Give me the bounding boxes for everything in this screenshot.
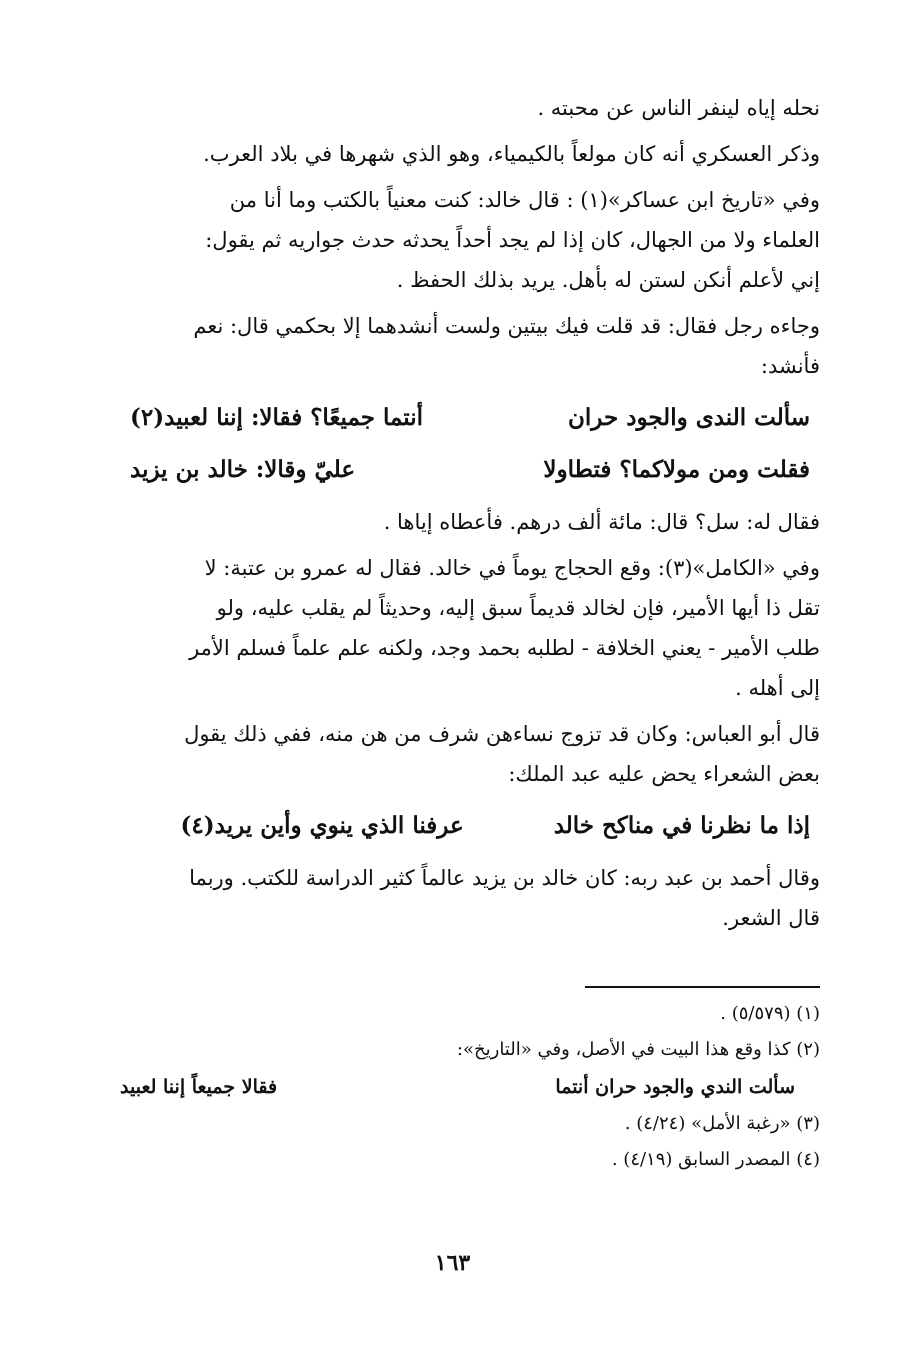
text-line: وجاءه رجل فقال: قد قلت فيك بيتين ولست أنشدهما إلا بحكمي قال: نعم <box>193 314 820 338</box>
text-line: وذكر العسكري أنه كان مولعاً بالكيمياء، وهو الذي شهرها في بلاد العرب. <box>203 142 820 166</box>
paragraph-3 <box>120 180 820 300</box>
text-line: تقل ذا أيها الأمير، فإن لخالد قديماً سبق إليه، وحديثاً لم يقلب عليه، ولو <box>216 596 820 620</box>
text-line: إلى أهله . <box>735 676 820 700</box>
text-line: وفي «الكامل»(٣): وقع الحجاج يوماً في خالد. فقال له عمرو بن عتبة: لا <box>204 556 820 580</box>
paragraph-5 <box>120 502 820 542</box>
paragraph-1 <box>120 88 820 128</box>
text-line: فأنشد: <box>760 354 820 378</box>
poem-verse <box>120 800 820 852</box>
text-line: إني لأعلم أنكن لستن له بأهل. يريد بذلك الحفظ . <box>396 268 820 292</box>
poem-verse <box>120 444 820 496</box>
page-number: ١٦٣ <box>434 1250 471 1276</box>
text-line: طلب الأمير - يعني الخلافة - لطلبه بحمد وجد، ولكنه علم علماً فسلم الأمر <box>189 636 820 660</box>
poem-2 <box>120 800 820 852</box>
verse-first-half: فقلت ومن مولاكما؟ فتطاولا <box>543 456 810 483</box>
footnote-2: (٢) كذا وقع هذا البيت في الأصل، وفي «التاريخ»: <box>456 1039 820 1060</box>
text-line: العلماء ولا من الجهال، كان إذا لم يجد أحداً يحدثه حدث جواريه ثم يقول: <box>205 228 820 252</box>
footnotes <box>120 996 820 1178</box>
verse-second-half: فقالا جميعاً إننا لعبيد <box>120 1076 278 1098</box>
footnote-divider <box>585 986 820 988</box>
verse-first-half: إذا ما نظرنا في مناكح خالد <box>553 812 810 839</box>
paragraph-8 <box>120 858 820 938</box>
poem-1 <box>120 392 820 496</box>
footnote-2-verse <box>120 1068 820 1106</box>
verse-second-half: عرفنا الذي ينوي وأين يريد(٤) <box>180 812 464 839</box>
verse-first-half: سألت الندى والجود حران <box>568 404 810 431</box>
text-line: وقال أحمد بن عبد ربه: كان خالد بن يزيد عالماً كثير الدراسة للكتب. وربما <box>189 866 820 890</box>
text-line: قال أبو العباس: وكان قد تزوج نساءهن شرف من هن منه، ففي ذلك يقول <box>184 722 820 746</box>
paragraph-6 <box>120 548 820 708</box>
text-line: بعض الشعراء يحض عليه عبد الملك: <box>508 762 820 786</box>
main-text <box>120 88 820 944</box>
verse-second-half: أنتما جميعًا؟ فقالا: إننا لعبيد(٢) <box>130 404 424 431</box>
paragraph-2 <box>120 134 820 174</box>
text-line: فقال له: سل؟ قال: مائة ألف درهم. فأعطاه إياها . <box>383 510 820 534</box>
text-line: وفي «تاريخ ابن عساكر»(١) : قال خالد: كنت معنياً بالكتب وما أنا من <box>229 188 820 212</box>
text-line: نحله إياه لينفر الناس عن محبته . <box>537 96 820 120</box>
footnote-3: (٣) «رغبة الأمل» (٤/٢٤) . <box>624 1113 820 1134</box>
verse-first-half: سألت الندي والجود حران أنتما <box>555 1076 795 1098</box>
text-line: قال الشعر. <box>722 906 820 930</box>
poem-verse <box>120 392 820 444</box>
footnote-1: (١) (٥/٥٧٩) . <box>720 1003 820 1024</box>
verse-second-half: عليّ وقالا: خالد بن يزيد <box>130 456 356 483</box>
footnote-4: (٤) المصدر السابق (٤/١٩) . <box>611 1149 820 1170</box>
paragraph-4 <box>120 306 820 386</box>
paragraph-7 <box>120 714 820 794</box>
